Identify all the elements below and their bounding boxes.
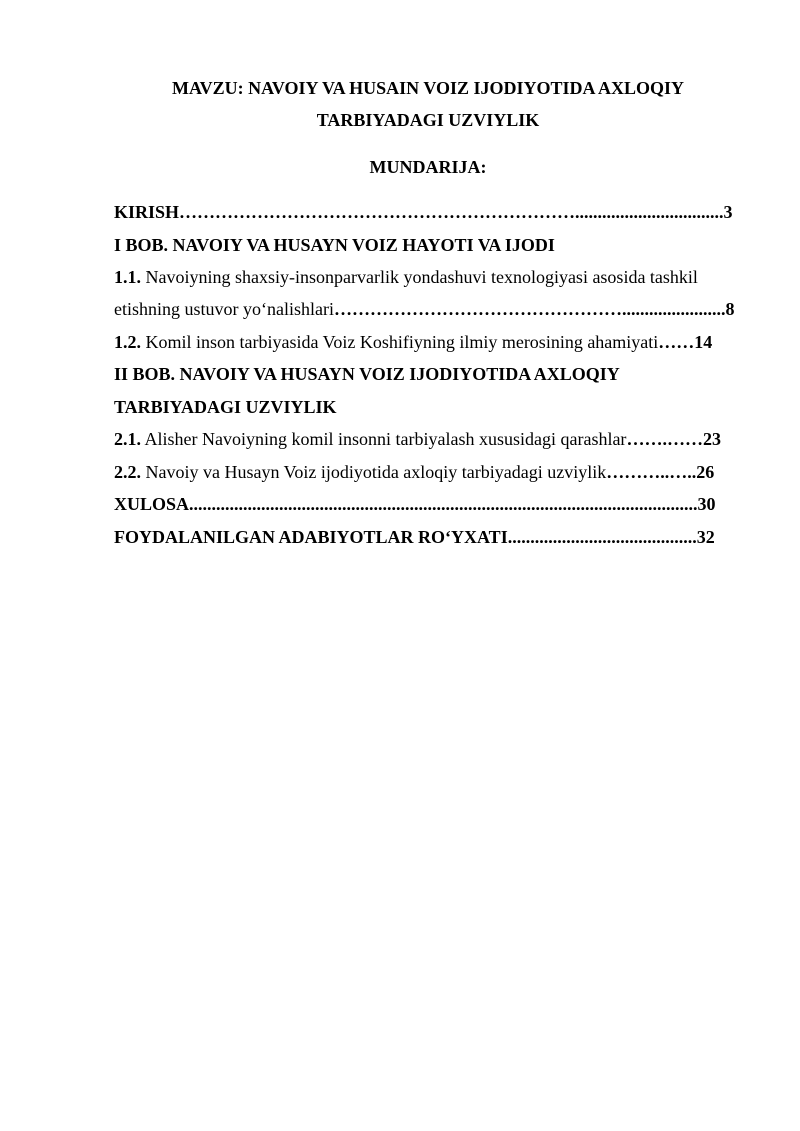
toc-entry-2-2 bbox=[114, 460, 714, 484]
toc-entry-label: XULOSA bbox=[114, 494, 190, 514]
toc-entry-2-1 bbox=[114, 427, 721, 451]
toc-section-text: Alisher Navoiyning komil insonni tarbiyalash xususidagi qarashlar bbox=[141, 429, 627, 449]
toc-section-text: Navoiyning shaxsiy-insonparvarlik yondashuvi texnologiyasi asosida tashkil bbox=[141, 267, 698, 287]
toc-entry-1-2 bbox=[114, 330, 712, 354]
topic-title-line-1: MAVZU: NAVOIY VA HUSAIN VOIZ IJODIYOTIDA AXLOQIY bbox=[171, 78, 685, 98]
toc-entry-1-1-line-1 bbox=[114, 265, 698, 289]
toc-entry-1-1-line-2 bbox=[114, 297, 734, 321]
toc-page-number: 26 bbox=[696, 462, 715, 482]
toc-section-text: etishning ustuvor yo‘nalishlari bbox=[114, 299, 334, 319]
toc-leader-dots: .......................................... bbox=[507, 527, 697, 547]
toc-page-number: 3 bbox=[723, 202, 733, 222]
toc-chapter-2-line-1: II BOB. NAVOIY VA HUSAYN VOIZ IJODIYOTIDA AXLOQIY bbox=[114, 364, 620, 384]
toc-section-number: 1.2. bbox=[114, 332, 141, 352]
toc-entry-label: KIRISH bbox=[114, 202, 180, 222]
toc-section-text: Navoiy va Husayn Voiz ijodiyotida axloqiy tarbiyadagi uzviylik bbox=[141, 462, 607, 482]
toc-leader-dots: …….…… bbox=[626, 429, 703, 449]
toc-leader-dots: ................................................................................................................. bbox=[189, 494, 698, 514]
toc-page-number: 8 bbox=[725, 299, 735, 319]
toc-page-number: 23 bbox=[702, 429, 721, 449]
toc-section-text: Komil inson tarbiyasida Voiz Koshifiyning ilmiy merosining ahamiyati bbox=[141, 332, 659, 352]
toc-chapter-2-line-2: TARBIYADAGI UZVIYLIK bbox=[114, 397, 337, 417]
toc-leader-dots: …… bbox=[658, 332, 695, 352]
toc-leader-dots: …………………………………………………………................................. bbox=[179, 202, 724, 222]
toc-entry-conclusion bbox=[114, 492, 716, 516]
toc-leader-dots: ………..….. bbox=[606, 462, 697, 482]
toc-section-number: 1.1. bbox=[114, 267, 141, 287]
toc-leader-dots: …………………………………………....................... bbox=[333, 299, 726, 319]
toc-entry-references bbox=[114, 525, 715, 549]
toc-page-number: 30 bbox=[697, 494, 716, 514]
toc-page-number: 14 bbox=[694, 332, 713, 352]
toc-page-number: 32 bbox=[696, 527, 715, 547]
toc-section-number: 2.1. bbox=[114, 429, 141, 449]
toc-chapter-1: I BOB. NAVOIY VA HUSAYN VOIZ HAYOTI VA IJODI bbox=[114, 235, 555, 255]
toc-section-number: 2.2. bbox=[114, 462, 141, 482]
toc-entry-label: FOYDALANILGAN ADABIYOTLAR RO‘YXATI bbox=[114, 527, 508, 547]
contents-heading: MUNDARIJA: bbox=[369, 157, 487, 177]
toc-entry-intro bbox=[114, 200, 733, 224]
topic-title-line-2: TARBIYADAGI UZVIYLIK bbox=[316, 110, 540, 130]
